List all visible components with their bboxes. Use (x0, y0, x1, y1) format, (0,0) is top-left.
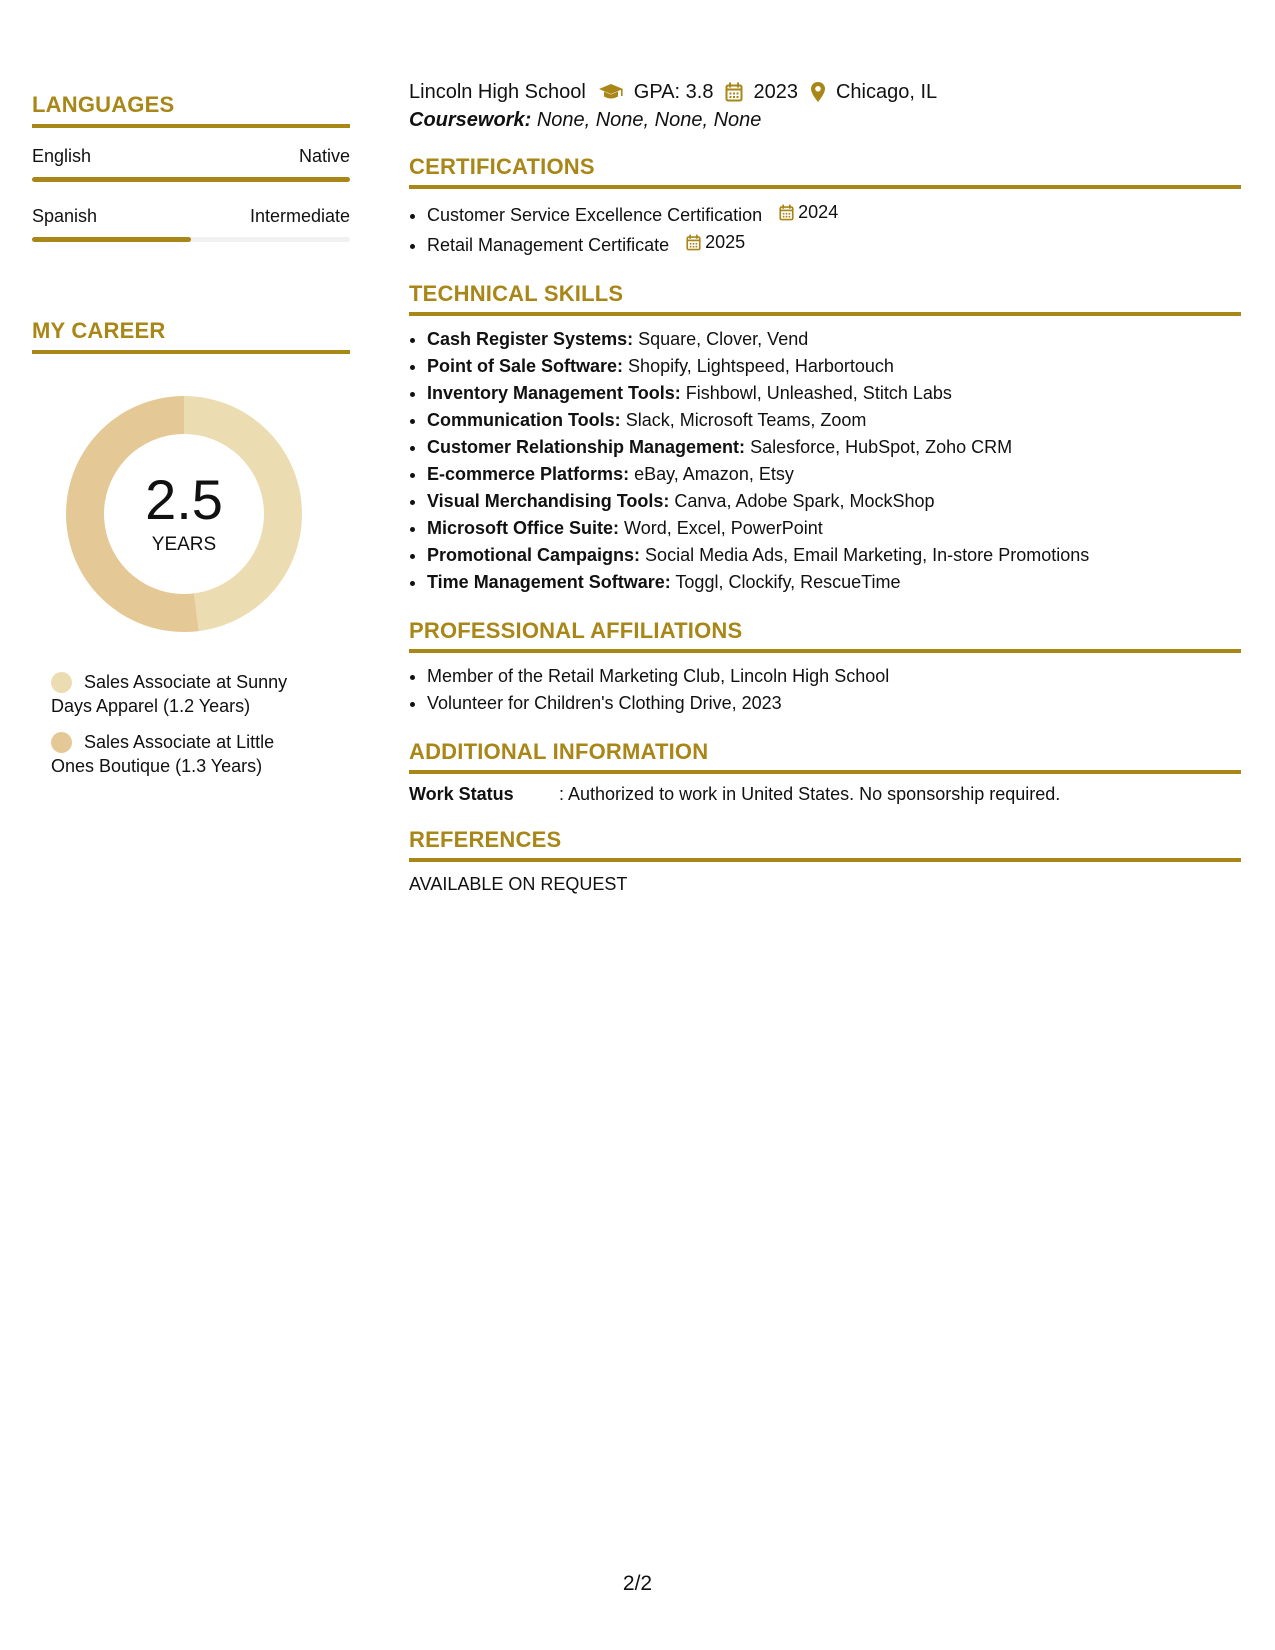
career-donut-chart (64, 394, 304, 634)
work-status-label: Work Status (409, 784, 514, 804)
education-location: Chicago, IL (835, 80, 938, 103)
list-item (427, 461, 1241, 488)
skill-value: Slack, Microsoft Teams, Zoom (625, 410, 867, 430)
skill-label: Cash Register Systems: (427, 329, 634, 349)
list-item (427, 380, 1241, 407)
career-legend (51, 670, 321, 778)
certifications-section (409, 154, 1241, 259)
skill-label: Visual Merchandising Tools: (427, 491, 670, 511)
list-item (427, 407, 1241, 434)
language-item (32, 206, 350, 242)
calendar-icon (779, 204, 794, 221)
language-proficiency-bar (32, 237, 350, 242)
career-title: MY CAREER (32, 318, 350, 354)
list-item (427, 542, 1241, 569)
language-name: English (32, 146, 92, 166)
right-column (409, 78, 1241, 895)
skill-value: Fishbowl, Unleashed, Stitch Labs (685, 383, 952, 403)
certification-name: Customer Service Excellence Certification (427, 205, 763, 225)
graduation-year: 2023 (753, 80, 798, 103)
page-number: 2/2 (622, 1572, 653, 1595)
certification-year: 2025 (705, 232, 746, 252)
calendar-icon (725, 82, 743, 102)
legend-dot-icon (51, 732, 72, 753)
technical-skills-title: TECHNICAL SKILLS (409, 281, 1241, 316)
list-item: • Volunteer for Children's Clothing Drive, 2023 (427, 690, 1241, 717)
language-level: Native (298, 146, 350, 166)
career-legend-item (51, 670, 321, 718)
list-item (427, 488, 1241, 515)
affiliations-list (409, 663, 1241, 717)
skill-label: Time Management Software: (427, 572, 671, 592)
work-status-row (409, 784, 1241, 805)
skill-label: Customer Relationship Management: (427, 437, 746, 457)
skill-value: Square, Clover, Vend (638, 329, 809, 349)
skill-label: Inventory Management Tools: (427, 383, 681, 403)
list-item (427, 353, 1241, 380)
list-item (427, 515, 1241, 542)
school-name: Lincoln High School (409, 80, 586, 103)
references-text: AVAILABLE ON REQUEST (409, 874, 628, 894)
career-legend-label: Sales Associate at Little Ones Boutique (1.3 Years) (51, 732, 275, 776)
certifications-list (409, 199, 1241, 259)
language-name: Spanish (32, 206, 98, 226)
affiliations-title: PROFESSIONAL AFFILIATIONS (409, 618, 1241, 653)
language-level: Intermediate (249, 206, 350, 226)
coursework-label: Coursework: (409, 109, 532, 131)
list-item (427, 434, 1241, 461)
skill-label: Microsoft Office Suite: (427, 518, 620, 538)
skill-value: Shopify, Lightspeed, Harbortouch (628, 356, 894, 376)
career-legend-item (51, 730, 321, 778)
skill-value: Word, Excel, PowerPoint (624, 518, 823, 538)
affiliations-section (409, 618, 1241, 717)
education-line (409, 78, 1241, 106)
references-section (409, 827, 1241, 895)
list-item (427, 229, 1241, 259)
skill-value: Toggl, Clockify, RescueTime (675, 572, 901, 592)
skill-value: Salesforce, HubSpot, Zoho CRM (750, 437, 1013, 457)
legend-dot-icon (51, 672, 72, 693)
language-proficiency-fill (32, 237, 191, 242)
language-proficiency-fill (32, 177, 350, 182)
list-item (427, 199, 1241, 229)
technical-skills-section (409, 281, 1241, 596)
languages-title: LANGUAGES (32, 92, 350, 128)
skill-label: Communication Tools: (427, 410, 621, 430)
list-item: • Member of the Retail Marketing Club, Lincoln High School (427, 663, 1241, 690)
graduation-cap-icon (598, 82, 624, 102)
skill-label: Point of Sale Software: (427, 356, 624, 376)
skill-label: Promotional Campaigns: (427, 545, 641, 565)
skill-value: Canva, Adobe Spark, MockShop (674, 491, 935, 511)
skill-label: E-commerce Platforms: (427, 464, 630, 484)
location-pin-icon (810, 81, 826, 103)
gpa: GPA: 3.8 (633, 80, 714, 103)
certification-year: 2024 (798, 202, 839, 222)
certifications-title: CERTIFICATIONS (409, 154, 1241, 189)
career-legend-label: Sales Associate at Sunny Days Apparel (1.2 Years) (51, 672, 288, 716)
language-item (32, 146, 350, 182)
additional-info-title: ADDITIONAL INFORMATION (409, 739, 1241, 774)
work-status-value: : Authorized to work in United States. No sponsorship required. (559, 784, 1061, 804)
list-item (427, 326, 1241, 353)
references-title: REFERENCES (409, 827, 1241, 862)
technical-skills-list (409, 326, 1241, 596)
language-proficiency-bar (32, 177, 350, 182)
coursework (409, 109, 1241, 132)
additional-info-section (409, 739, 1241, 805)
skill-value: Social Media Ads, Email Marketing, In-store Promotions (645, 545, 1090, 565)
certification-name: Retail Management Certificate (427, 235, 670, 255)
calendar-icon (686, 234, 701, 251)
career-donut-center (64, 394, 304, 634)
skill-value: eBay, Amazon, Etsy (634, 464, 794, 484)
list-item (427, 569, 1241, 596)
left-column (32, 92, 350, 778)
career-total-unit: YEARS (151, 534, 217, 555)
coursework-value: None, None, None, None (536, 109, 762, 131)
career-total-value: 2.5 (145, 468, 223, 531)
